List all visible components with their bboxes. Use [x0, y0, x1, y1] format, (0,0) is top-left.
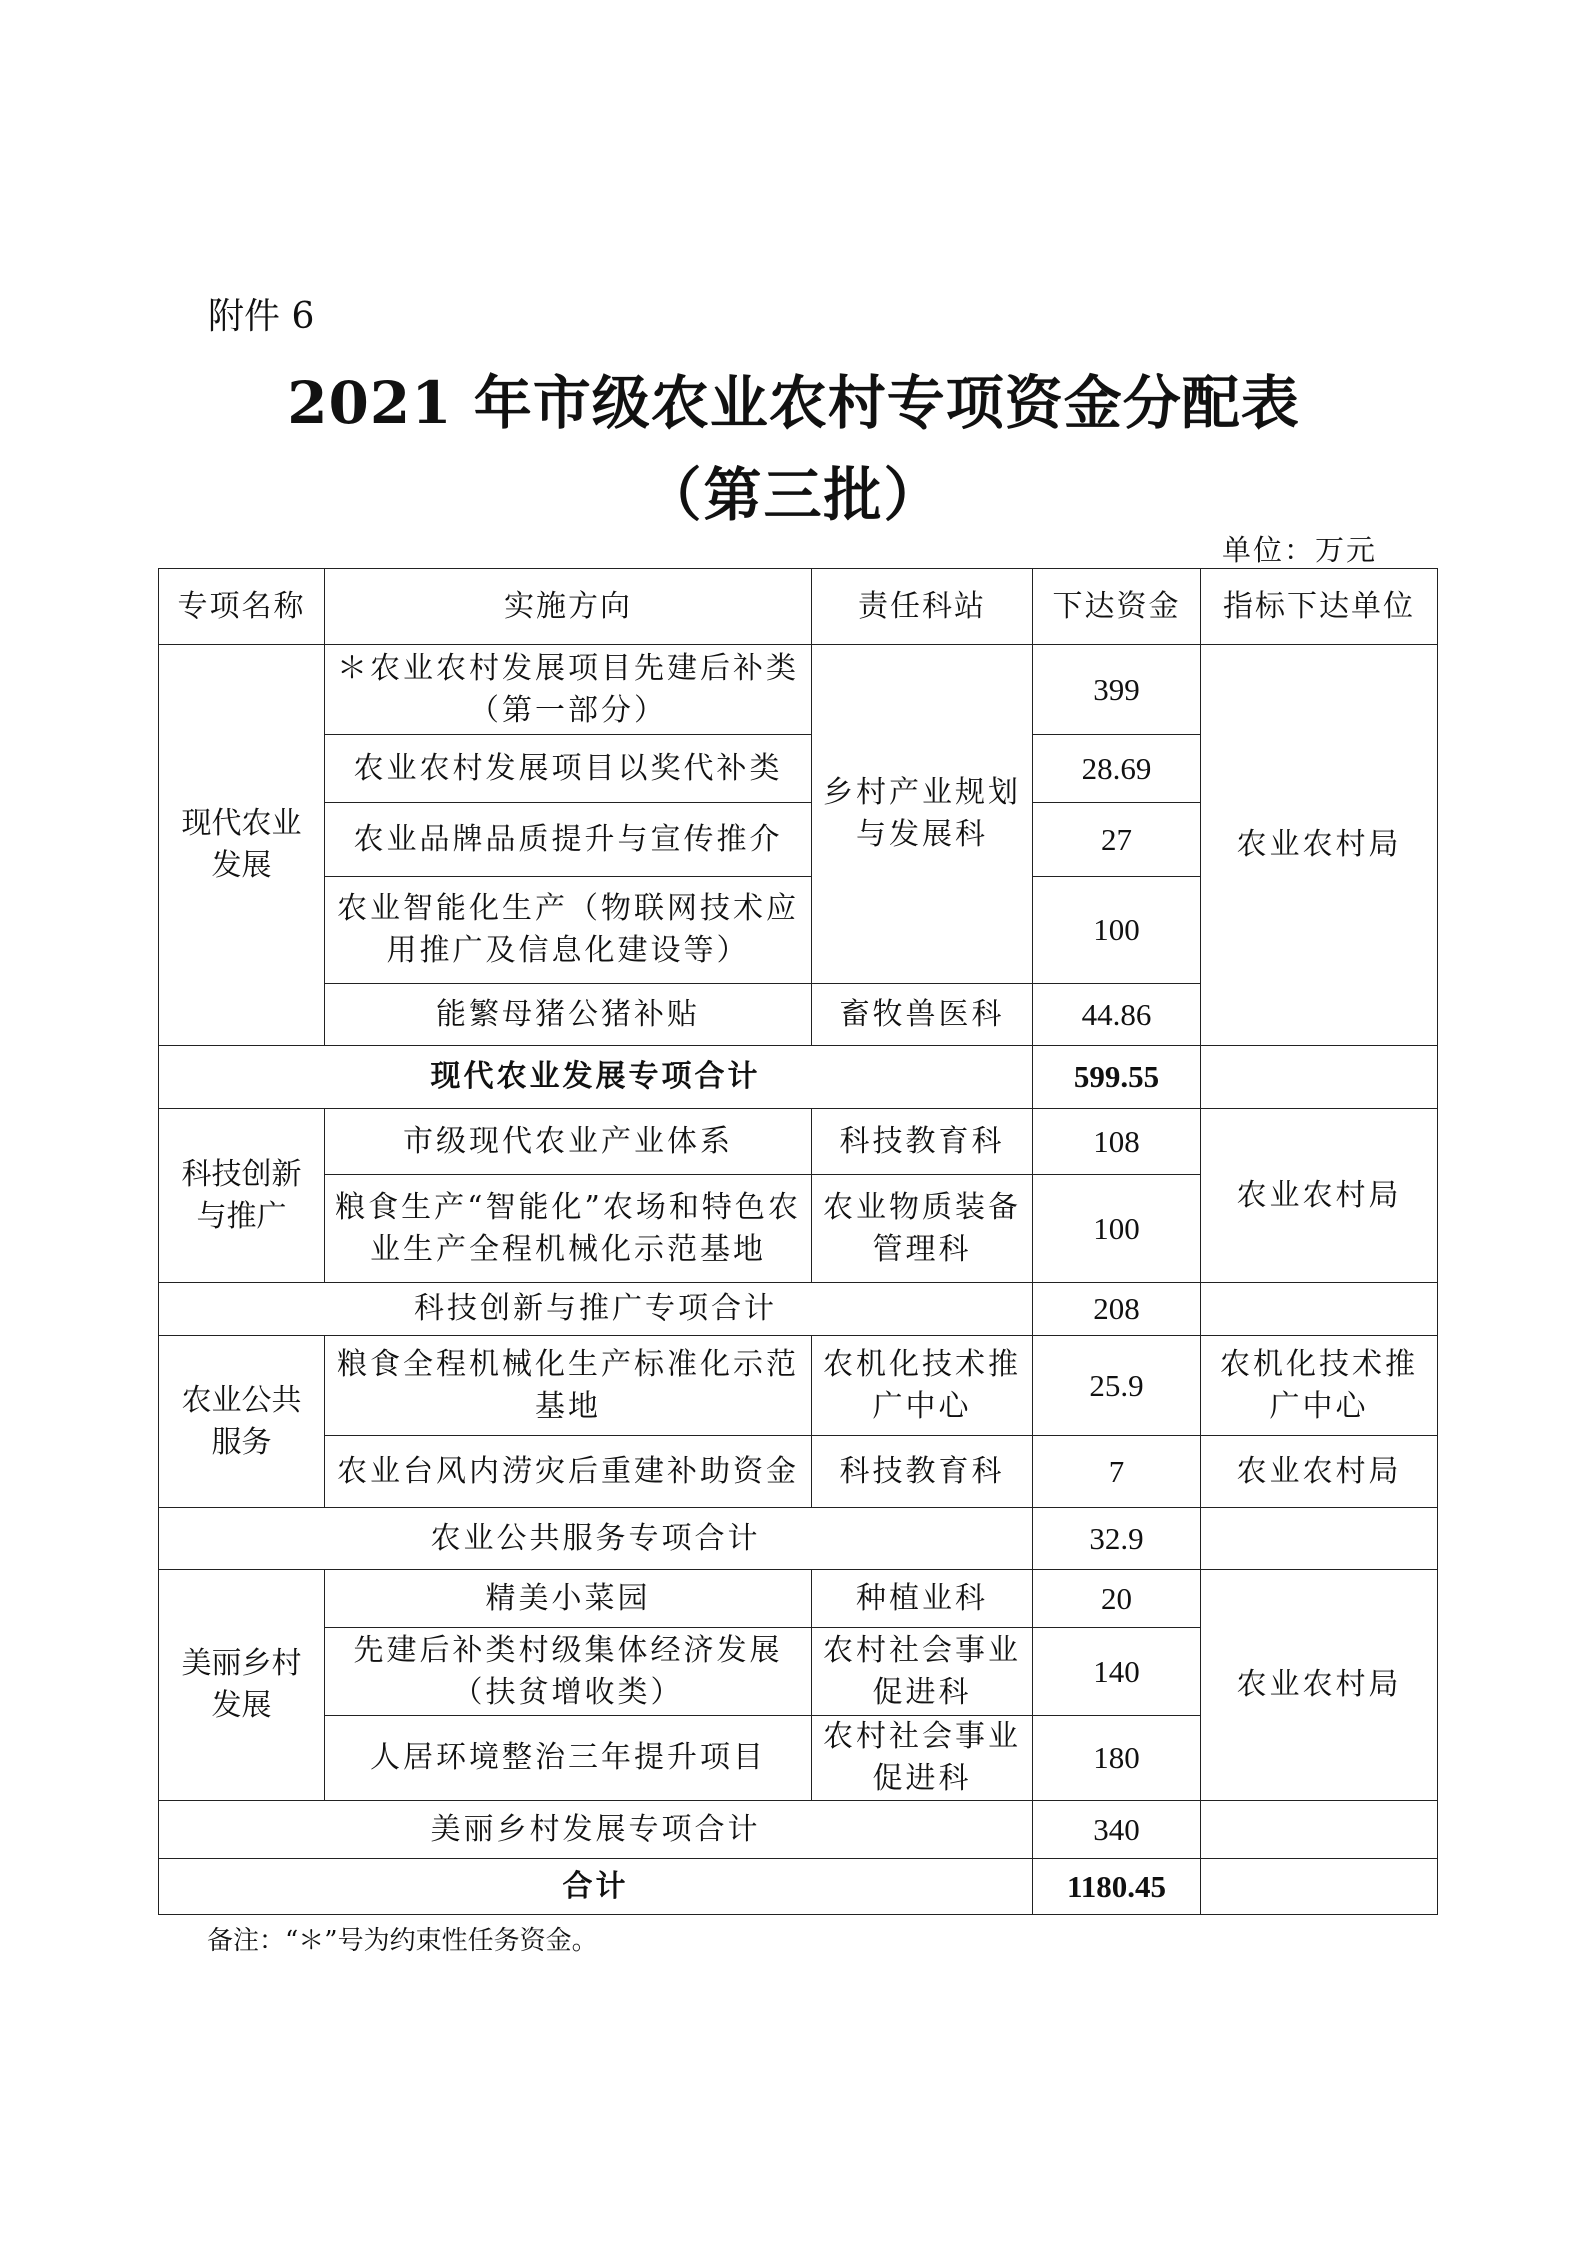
empty-cell [1201, 1801, 1438, 1859]
direction-cell: 精美小菜园 [325, 1570, 812, 1628]
subtotal-label: 美丽乡村发展专项合计 [159, 1801, 1033, 1859]
dept-cell: 乡村产业规划与发展科 [812, 645, 1033, 984]
page-title: 2021 年市级农业农村专项资金分配表 [287, 369, 1300, 437]
group-name: 科技创新与推广 [159, 1109, 325, 1283]
group-name: 现代农业发展 [159, 645, 325, 1046]
subtotal-label: 农业公共服务专项合计 [159, 1508, 1033, 1570]
group-name: 农业公共服务 [159, 1336, 325, 1508]
direction-cell: 粮食全程机械化生产标准化示范基地 [325, 1336, 812, 1436]
amount-cell: 20 [1033, 1570, 1201, 1628]
direction-cell: 农业智能化生产（物联网技术应用推广及信息化建设等） [325, 877, 812, 984]
subtotal-row [159, 1283, 1438, 1336]
header-cell: 专项名称 [159, 569, 325, 645]
page-subtitle: （第三批） [643, 461, 944, 529]
issuing-unit-cell: 农业农村局 [1201, 1109, 1438, 1283]
header-cell: 指标下达单位 [1201, 569, 1438, 645]
amount-cell: 44.86 [1033, 984, 1201, 1046]
direction-cell: 能繁母猪公猪补贴 [325, 984, 812, 1046]
header-cell: 责任科站 [812, 569, 1033, 645]
direction-cell: 人居环境整治三年提升项目 [325, 1716, 812, 1801]
table-header-row [159, 569, 1438, 645]
attachment-label: 附件 6 [208, 296, 315, 337]
direction-cell: 粮食生产“智能化”农场和特色农业生产全程机械化示范基地 [325, 1175, 812, 1283]
subtotal-label: 现代农业发展专项合计 [159, 1046, 1033, 1109]
subtotal-amount: 208 [1033, 1283, 1201, 1336]
total-amount: 1180.45 [1033, 1859, 1201, 1915]
total-label: 合计 [159, 1859, 1033, 1915]
dept-cell: 农业物质装备管理科 [812, 1175, 1033, 1283]
dept-cell: 农村社会事业促进科 [812, 1628, 1033, 1716]
subtotal-row [159, 1801, 1438, 1859]
subtotal-row [159, 1046, 1438, 1109]
dept-cell: 科技教育科 [812, 1109, 1033, 1175]
subtotal-amount: 32.9 [1033, 1508, 1201, 1570]
group-name: 美丽乡村发展 [159, 1570, 325, 1801]
issuing-unit-cell: 农业农村局 [1201, 645, 1438, 1046]
amount-cell: 25.9 [1033, 1336, 1201, 1436]
header-cell: 下达资金 [1033, 569, 1201, 645]
amount-cell: 399 [1033, 645, 1201, 735]
dept-cell: 农机化技术推广中心 [812, 1336, 1033, 1436]
table-row [159, 645, 1438, 735]
issuing-unit-cell: 农业农村局 [1201, 1570, 1438, 1801]
empty-cell [1201, 1046, 1438, 1109]
header-cell: 实施方向 [325, 569, 812, 645]
dept-cell: 种植业科 [812, 1570, 1033, 1628]
amount-cell: 7 [1033, 1436, 1201, 1508]
direction-cell: 市级现代农业产业体系 [325, 1109, 812, 1175]
amount-cell: 100 [1033, 1175, 1201, 1283]
amount-cell: 140 [1033, 1628, 1201, 1716]
amount-cell: 108 [1033, 1109, 1201, 1175]
direction-cell: ＊农业农村发展项目先建后补类（第一部分） [325, 645, 812, 735]
amount-cell: 100 [1033, 877, 1201, 984]
table-row [159, 1570, 1438, 1628]
table-row [159, 1336, 1438, 1436]
amount-cell: 180 [1033, 1716, 1201, 1801]
unit-label: 单位：万元 [1222, 533, 1378, 567]
subtotal-amount: 599.55 [1033, 1046, 1201, 1109]
direction-cell: 农业台风内涝灾后重建补助资金 [325, 1436, 812, 1508]
subtotal-amount: 340 [1033, 1801, 1201, 1859]
dept-cell: 畜牧兽医科 [812, 984, 1033, 1046]
amount-cell: 27 [1033, 803, 1201, 877]
subtotal-label: 科技创新与推广专项合计 [159, 1283, 1033, 1336]
allocation-table [158, 568, 1438, 1915]
table-row [159, 1109, 1438, 1175]
empty-cell [1201, 1283, 1438, 1336]
amount-cell: 28.69 [1033, 735, 1201, 803]
subtotal-row [159, 1508, 1438, 1570]
direction-cell: 先建后补类村级集体经济发展（扶贫增收类） [325, 1628, 812, 1716]
total-row [159, 1859, 1438, 1915]
empty-cell [1201, 1508, 1438, 1570]
footnote: 备注：“＊”号为约束性任务资金。 [207, 1926, 598, 1956]
table-row [159, 1436, 1438, 1508]
direction-cell: 农业农村发展项目以奖代补类 [325, 735, 812, 803]
issuing-unit-cell: 农业农村局 [1201, 1436, 1438, 1508]
dept-cell: 农村社会事业促进科 [812, 1716, 1033, 1801]
empty-cell [1201, 1859, 1438, 1915]
dept-cell: 科技教育科 [812, 1436, 1033, 1508]
issuing-unit-cell: 农机化技术推广中心 [1201, 1336, 1438, 1436]
direction-cell: 农业品牌品质提升与宣传推介 [325, 803, 812, 877]
